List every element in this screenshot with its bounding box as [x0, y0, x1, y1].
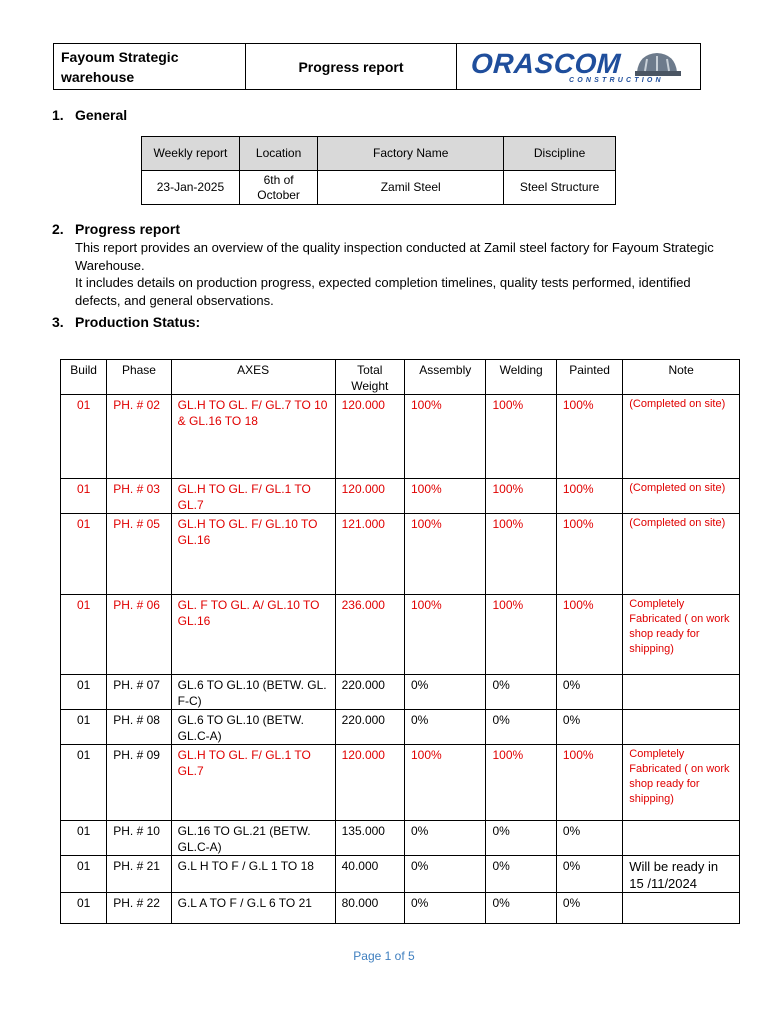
axes-cell: G.L H TO F / G.L 1 TO 18	[171, 856, 335, 893]
assembly-cell: 0%	[405, 856, 486, 893]
build-cell: 01	[61, 479, 107, 514]
table-row	[61, 745, 740, 821]
painted-cell: 0%	[556, 856, 622, 893]
weight-cell: 80.000	[335, 893, 404, 924]
col-assembly: Assembly	[405, 360, 486, 395]
axes-cell: GL.6 TO GL.10 (BETW. GL.C-A)	[171, 710, 335, 745]
axes-cell: G.L A TO F / G.L 6 TO 21	[171, 893, 335, 924]
table-row	[61, 710, 740, 745]
col-welding: Welding	[486, 360, 556, 395]
weight-cell: 40.000	[335, 856, 404, 893]
weight-cell: 120.000	[335, 395, 404, 479]
phase-cell: PH. # 07	[107, 675, 171, 710]
welding-cell: 0%	[486, 856, 556, 893]
phase-cell: PH. # 03	[107, 479, 171, 514]
welding-cell: 100%	[486, 514, 556, 595]
build-cell: 01	[61, 745, 107, 821]
page-number: Page 1 of 5	[353, 949, 415, 963]
weight-cell: 120.000	[335, 745, 404, 821]
factory-value: Zamil Steel	[318, 171, 504, 205]
axes-cell: GL.H TO GL. F/ GL.1 TO GL.7	[171, 479, 335, 514]
painted-cell: 0%	[556, 821, 622, 856]
welding-cell: 0%	[486, 675, 556, 710]
assembly-cell: 100%	[405, 395, 486, 479]
note-cell: (Completed on site)	[623, 395, 740, 479]
section-production-heading: 3. Production Status:	[52, 314, 201, 330]
col-axes: AXES	[171, 360, 335, 395]
build-cell: 01	[61, 893, 107, 924]
phase-cell: PH. # 08	[107, 710, 171, 745]
painted-cell: 0%	[556, 675, 622, 710]
phase-cell: PH. # 10	[107, 821, 171, 856]
col-build: Build	[61, 360, 107, 395]
welding-cell: 100%	[486, 745, 556, 821]
paragraph-line: This report provides an overview of the quality inspection conducted at Zamil steel factory for Fayoum Strategic Warehouse.	[75, 240, 714, 273]
note-cell	[623, 710, 740, 745]
assembly-cell: 100%	[405, 595, 486, 675]
note-cell: (Completed on site)	[623, 479, 740, 514]
phase-cell: PH. # 06	[107, 595, 171, 675]
note-cell: Completely Fabricated ( on work shop ready for shipping)	[623, 745, 740, 821]
painted-cell: 100%	[556, 595, 622, 675]
col-painted: Painted	[556, 360, 622, 395]
build-cell: 01	[61, 595, 107, 675]
logo-wordmark: ORASCOM	[469, 48, 622, 79]
col-weekly-report: Weekly report	[142, 137, 240, 171]
production-status-table	[60, 359, 740, 924]
welding-cell: 0%	[486, 821, 556, 856]
painted-cell: 100%	[556, 745, 622, 821]
note-cell: (Completed on site)	[623, 514, 740, 595]
helmet-icon	[633, 50, 683, 80]
document-header	[53, 43, 701, 90]
build-cell: 01	[61, 395, 107, 479]
col-discipline: Discipline	[504, 137, 616, 171]
note-cell: Completely Fabricated ( on work shop ready for shipping)	[623, 595, 740, 675]
axes-cell: GL.H TO GL. F/ GL.1 TO GL.7	[171, 745, 335, 821]
table-row	[61, 514, 740, 595]
col-total-weight: Total Weight	[335, 360, 404, 395]
company-logo	[457, 44, 700, 89]
painted-cell: 100%	[556, 479, 622, 514]
welding-cell: 100%	[486, 479, 556, 514]
table-row	[61, 595, 740, 675]
note-cell: Will be ready in 15 /11/2024	[623, 856, 740, 893]
assembly-cell: 100%	[405, 745, 486, 821]
phase-cell: PH. # 02	[107, 395, 171, 479]
table-row	[61, 479, 740, 514]
report-date: 23-Jan-2025	[142, 171, 240, 205]
section-general-heading: 1. General	[52, 107, 128, 123]
col-factory-name: Factory Name	[318, 137, 504, 171]
build-cell: 01	[61, 514, 107, 595]
note-cell	[623, 893, 740, 924]
assembly-cell: 0%	[405, 710, 486, 745]
general-table-row	[142, 171, 616, 205]
note-cell	[623, 821, 740, 856]
weight-cell: 236.000	[335, 595, 404, 675]
phase-cell: PH. # 05	[107, 514, 171, 595]
assembly-cell: 0%	[405, 821, 486, 856]
phase-cell: PH. # 21	[107, 856, 171, 893]
project-name: Fayoum Strategic warehouse	[54, 44, 246, 89]
col-note: Note	[623, 360, 740, 395]
col-phase: Phase	[107, 360, 171, 395]
table-row	[61, 395, 740, 479]
axes-cell: GL.16 TO GL.21 (BETW. GL.C-A)	[171, 821, 335, 856]
table-row	[61, 856, 740, 893]
report-title: Progress report	[246, 44, 457, 89]
painted-cell: 0%	[556, 893, 622, 924]
weight-cell: 121.000	[335, 514, 404, 595]
painted-cell: 0%	[556, 710, 622, 745]
col-location: Location	[239, 137, 317, 171]
build-cell: 01	[61, 856, 107, 893]
logo-subtitle: CONSTRUCTION	[569, 77, 664, 84]
table-row	[61, 821, 740, 856]
painted-cell: 100%	[556, 395, 622, 479]
production-header-row	[61, 360, 740, 395]
painted-cell: 100%	[556, 514, 622, 595]
axes-cell: GL.H TO GL. F/ GL.7 TO 10 & GL.16 TO 18	[171, 395, 335, 479]
assembly-cell: 100%	[405, 514, 486, 595]
build-cell: 01	[61, 710, 107, 745]
build-cell: 01	[61, 675, 107, 710]
section-progress-heading: 2. Progress report	[52, 221, 181, 237]
weight-cell: 220.000	[335, 710, 404, 745]
assembly-cell: 0%	[405, 675, 486, 710]
axes-cell: GL.6 TO GL.10 (BETW. GL. F-C)	[171, 675, 335, 710]
phase-cell: PH. # 22	[107, 893, 171, 924]
general-info-table	[141, 136, 616, 205]
table-row	[61, 675, 740, 710]
assembly-cell: 100%	[405, 479, 486, 514]
welding-cell: 100%	[486, 395, 556, 479]
welding-cell: 0%	[486, 893, 556, 924]
welding-cell: 0%	[486, 710, 556, 745]
axes-cell: GL. F TO GL. A/ GL.10 TO GL.16	[171, 595, 335, 675]
location-value: 6th of October	[239, 171, 317, 205]
phase-cell: PH. # 09	[107, 745, 171, 821]
axes-cell: GL.H TO GL. F/ GL.10 TO GL.16	[171, 514, 335, 595]
discipline-value: Steel Structure	[504, 171, 616, 205]
weight-cell: 135.000	[335, 821, 404, 856]
paragraph-line: It includes details on production progress, expected completion timelines, quality tests performed, identified defects, and general observations.	[75, 275, 691, 308]
general-table-header-row	[142, 137, 616, 171]
build-cell: 01	[61, 821, 107, 856]
table-row	[61, 893, 740, 924]
progress-description	[75, 239, 715, 309]
assembly-cell: 0%	[405, 893, 486, 924]
weight-cell: 120.000	[335, 479, 404, 514]
weight-cell: 220.000	[335, 675, 404, 710]
welding-cell: 100%	[486, 595, 556, 675]
note-cell	[623, 675, 740, 710]
